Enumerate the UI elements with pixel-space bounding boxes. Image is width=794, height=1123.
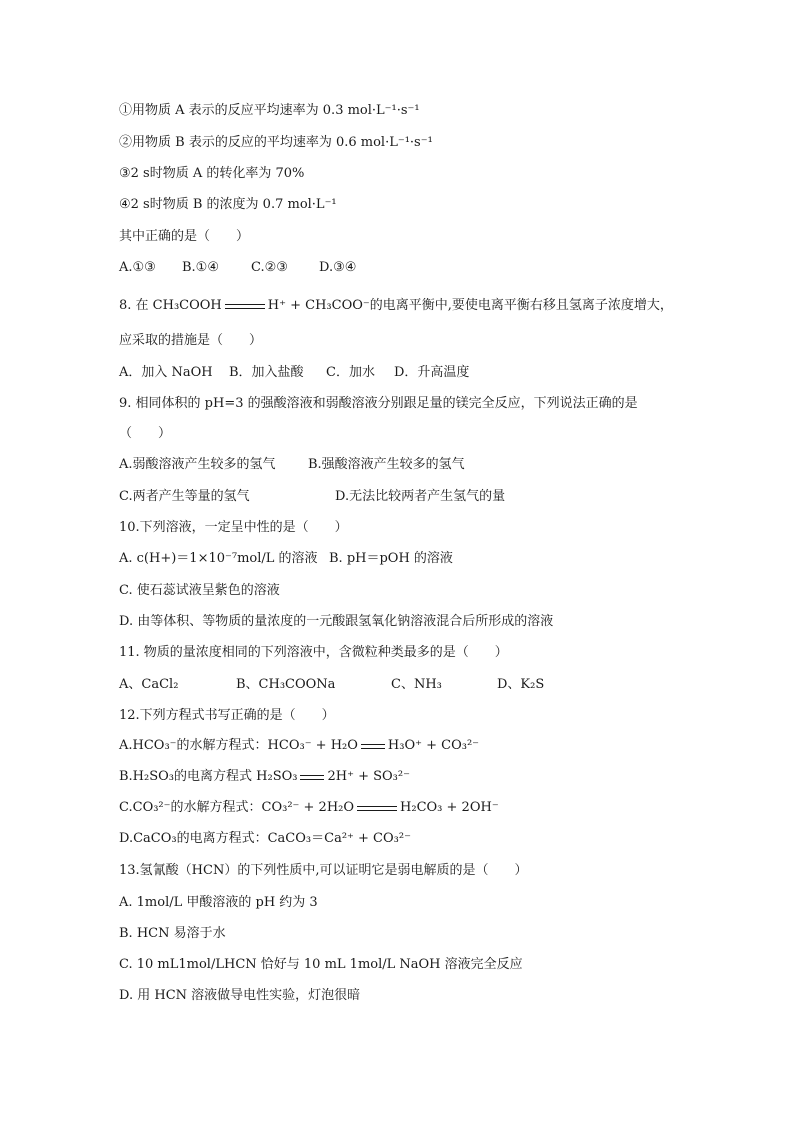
q8-stem-cont: 应采取的措施是（ ） (119, 333, 263, 348)
q8-option-b: B．加入盐酸 (229, 365, 304, 380)
q11-stem: 11. 物质的量浓度相同的下列溶液中，含微粒种类最多的是（ ） (119, 645, 508, 660)
q12-option-c-left: C.CO₃²⁻的水解方程式：CO₃²⁻ + 2H₂O (119, 800, 355, 815)
q7-option-b: B.①④ (182, 260, 219, 275)
q7-statement-1: ①用物质 A 表示的反应平均速率为 0.3 mol·L⁻¹·s⁻¹ (119, 103, 420, 118)
q11-option-b: B、CH₃COONa (236, 677, 336, 692)
q9-option-c: C.两者产生等量的氢气 (119, 489, 250, 504)
q9-stem: 9. 相同体积的 pH=3 的强酸溶液和弱酸溶液分别跟足量的镁完全反应，下列说法正确的是 (119, 396, 638, 411)
q10-option-c: C. 使石蕊试液呈紫色的溶液 (119, 583, 280, 598)
q9-paren: （ ） (119, 426, 172, 441)
q7-option-a: A.①③ (119, 260, 156, 275)
q12-option-d: D.CaCO₃的电离方程式：CaCO₃＝Ca²⁺ + CO₃²⁻ (119, 831, 411, 846)
q11-option-c: C、NH₃ (391, 677, 442, 692)
q10-option-b: B. pH＝pOH 的溶液 (329, 551, 453, 566)
q8-option-a: A．加入 NaOH (119, 365, 213, 380)
q7-option-c: C.②③ (251, 260, 288, 275)
q12-option-c-right: H₂CO₃ + 2OH⁻ (400, 800, 499, 815)
q7-option-d: D.③④ (319, 260, 357, 275)
q10-option-a: A. c(H+)＝1×10⁻⁷mol/L 的溶液 (119, 551, 318, 566)
equilibrium-arrow-icon (357, 803, 397, 813)
equilibrium-arrow-icon (300, 772, 324, 782)
q12-option-a (119, 736, 754, 756)
q8-stem-right: H⁺ + CH₃COO⁻的电离平衡中,要使电离平衡右移且氢离子浓度增大， (267, 298, 673, 313)
q10-option-d: D. 由等体积、等物质的量浓度的一元酸跟氢氧化钠溶液混合后所形成的溶液 (119, 614, 554, 629)
q9-option-d: D.无法比较两者产生氢气的量 (335, 489, 506, 504)
q13-option-a: A. 1mol/L 甲酸溶液的 pH 约为 3 (119, 895, 318, 910)
q9-option-b: B.强酸溶液产生较多的氢气 (308, 457, 465, 472)
q9-options-row1 (119, 455, 754, 475)
q11-option-d: D、K₂S (497, 677, 545, 692)
q12-option-a-right: H₃O⁺ + CO₃²⁻ (387, 738, 480, 753)
q13-option-c: C. 10 mL1mol/LHCN 恰好与 10 mL 1mol/L NaOH 溶液完全反应 (119, 957, 523, 972)
q8-option-d: D．升高温度 (394, 365, 470, 380)
q12-option-b-right: 2H⁺ + SO₃²⁻ (327, 769, 410, 784)
q12-option-a-left: A.HCO₃⁻的水解方程式：HCO₃⁻ + H₂O (119, 738, 358, 753)
q8-option-c: C．加水 (326, 365, 375, 380)
q7-statement-4: ④2 s时物质 B 的浓度为 0.7 mol·L⁻¹ (119, 197, 337, 212)
equilibrium-arrow-icon (361, 741, 385, 751)
q12-option-c (119, 798, 754, 818)
q7-statement-3: ③2 s时物质 A 的转化率为 70% (119, 166, 305, 181)
q7-prompt: 其中正确的是（ ） (119, 229, 250, 244)
q9-options-row2 (119, 487, 754, 507)
q7-options (119, 258, 754, 278)
q8-stem-left: 8. 在 CH₃COOH (119, 298, 222, 313)
q12-option-b-left: B.H₂SO₃的电离方程式 H₂SO₃ (119, 769, 298, 784)
q13-option-d: D. 用 HCN 溶液做导电性实验，灯泡很暗 (119, 988, 361, 1003)
equilibrium-arrow-icon (225, 301, 265, 311)
q7-statement-2: ②用物质 B 表示的反应的平均速率为 0.6 mol·L⁻¹·s⁻¹ (119, 135, 433, 150)
q12-stem: 12.下列方程式书写正确的是（ ） (119, 708, 335, 723)
q12-option-b (119, 767, 754, 787)
q13-stem: 13.氢氰酸（HCN）的下列性质中,可以证明它是弱电解质的是（ ） (119, 863, 528, 878)
q11-options (119, 675, 754, 695)
q13-option-b: B. HCN 易溶于水 (119, 926, 226, 941)
q8-stem (119, 296, 754, 316)
q9-option-a: A.弱酸溶液产生较多的氢气 (119, 457, 276, 472)
q10-stem: 10.下列溶液，一定呈中性的是（ ） (119, 520, 348, 535)
q11-option-a: A、CaCl₂ (119, 677, 179, 692)
q10-options-ab (119, 549, 754, 569)
q8-options (119, 363, 754, 383)
